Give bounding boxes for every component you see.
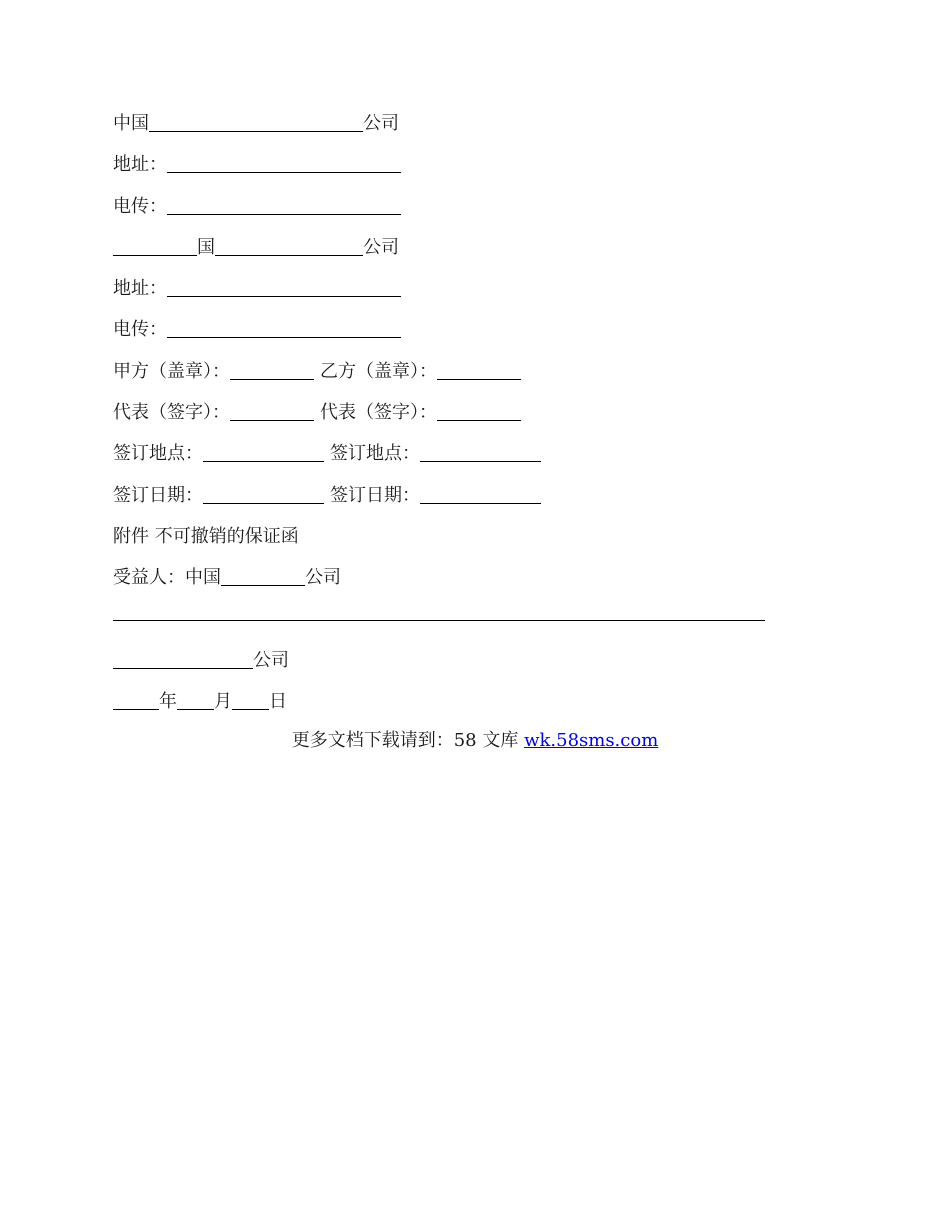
signing-date-line [113, 480, 833, 521]
guarantor-name-blank [113, 648, 253, 669]
telex-label: 电传： [113, 195, 167, 217]
date-line [113, 686, 833, 727]
guarantor-company-line [113, 645, 833, 686]
party-a-company-line [113, 108, 833, 149]
beneficiary-blank [221, 565, 305, 586]
telex-blank [167, 194, 401, 215]
footer-text: 更多文档下载请到：58 文库 [291, 730, 525, 751]
signature-line [113, 397, 833, 438]
party-b-seal-label: 乙方（盖章）： [320, 360, 437, 382]
party-b-rep-blank [437, 400, 521, 421]
year-blank [113, 689, 159, 710]
address-blank [167, 276, 401, 297]
full-width-blank [113, 604, 765, 621]
party-b-place-blank [420, 441, 541, 462]
company-name-blank [215, 235, 363, 256]
party-a-seal-label: 甲方（盖章）： [113, 360, 230, 382]
party-a-date-blank [203, 483, 324, 504]
address-blank [167, 152, 401, 173]
seal-line [113, 356, 833, 397]
party-a-date-label: 签订日期： [113, 484, 203, 506]
footer-link[interactable]: wk.58sms.com [524, 730, 659, 751]
country-label: 中国 [113, 113, 149, 134]
telex-blank [167, 317, 401, 338]
party-a-rep-blank [230, 400, 314, 421]
month-blank [177, 689, 214, 710]
party-b-company-line [113, 232, 833, 273]
day-blank [232, 689, 269, 710]
party-b-place-label: 签订地点： [330, 443, 420, 465]
party-a-telex-line [113, 191, 833, 232]
telex-label: 电传： [113, 319, 167, 341]
party-b-seal-blank [437, 359, 521, 380]
day-label: 日 [269, 691, 287, 713]
country-word: 国 [197, 236, 215, 258]
company-suffix: 公司 [363, 236, 399, 258]
beneficiary-line [113, 562, 833, 603]
party-a-seal-blank [230, 359, 314, 380]
document-body [113, 108, 833, 727]
party-b-date-label: 签订日期： [330, 484, 420, 506]
country-blank [113, 235, 197, 256]
signing-place-line [113, 438, 833, 479]
company-suffix: 公司 [305, 567, 341, 589]
party-b-rep-label: 代表（签字）： [320, 402, 437, 424]
attachment-title: 附件 不可撤销的保证函 [113, 525, 299, 547]
party-b-address-line [113, 273, 833, 314]
footer-note [0, 727, 950, 755]
company-name-blank [149, 111, 363, 132]
party-a-place-label: 签订地点： [113, 443, 203, 465]
month-label: 月 [214, 691, 232, 713]
full-width-blank-line [113, 604, 833, 645]
company-suffix: 公司 [363, 113, 399, 134]
party-b-telex-line [113, 314, 833, 355]
party-a-rep-label: 代表（签字）： [113, 402, 230, 424]
address-label: 地址： [113, 278, 167, 300]
year-label: 年 [159, 691, 177, 713]
attachment-heading [113, 521, 833, 562]
company-suffix: 公司 [253, 649, 289, 671]
party-a-place-blank [203, 441, 324, 462]
party-a-address-line [113, 149, 833, 190]
party-b-date-blank [420, 483, 541, 504]
address-label: 地址： [113, 154, 167, 176]
beneficiary-label: 受益人：中国 [113, 567, 221, 589]
